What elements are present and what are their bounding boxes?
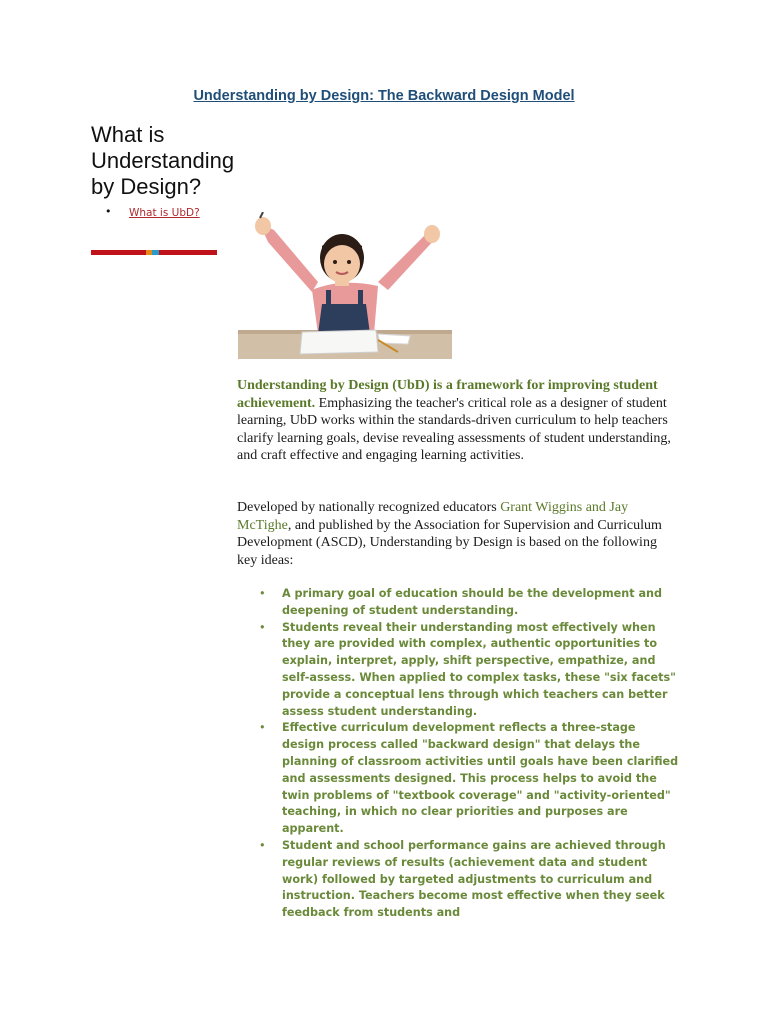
developed-paragraph <box>237 499 677 569</box>
authors-names: Grant Wiggins and Jay McTighe <box>237 500 629 533</box>
bullet-icon: • <box>259 620 266 634</box>
key-ideas-list <box>259 586 679 922</box>
what-is-ubd-link[interactable]: What is UbD? <box>129 207 200 219</box>
bullet-icon: • <box>259 838 266 852</box>
bullet-icon: • <box>259 587 266 600</box>
key-idea-text: Students reveal their understanding most effectively when they are provided with complex, authentic opportunities to explain, interpret, apply, shift perspective, empathize, and self-assess. When applied to complex tasks, these "six facets" provide a conceptual lens through which teachers can better assess student understanding. <box>282 620 676 718</box>
sidebar-link-list <box>105 204 200 221</box>
key-idea-text: A primary goal of education should be the development and deepening of student understanding. <box>282 587 662 617</box>
child-celebrating-photo <box>238 212 452 359</box>
list-item <box>259 620 679 721</box>
intro-lead-text: Understanding by Design (UbD) is a framework for improving student achievement. <box>237 378 658 411</box>
developed-before-text: Developed by nationally recognized educators <box>237 500 501 515</box>
sidebar-heading: What is Understanding by Design? <box>91 122 235 199</box>
intro-body-text: Emphasizing the teacher's critical role as a designer of student learning, UbD works within the standards-driven curriculum to help teachers clarify learning goals, devise revealing assessments of student understanding, and craft effective and engaging learning activities. <box>237 395 671 463</box>
list-item <box>259 720 679 838</box>
list-item <box>259 586 679 620</box>
list-item <box>105 204 200 221</box>
bullet-icon: • <box>259 721 266 735</box>
document-title-link[interactable]: Understanding by Design: The Backward Design Model <box>193 88 575 104</box>
developed-after-text: , and published by the Association for Supervision and Curriculum Development (ASCD), Understanding by Design is based on the following key ideas: <box>237 517 662 568</box>
color-divider <box>91 250 217 255</box>
list-item <box>259 838 679 922</box>
bullet-icon: • <box>105 205 112 218</box>
key-idea-text: Student and school performance gains are achieved through regular reviews of results (achievement data and student work) followed by targeted adjustments to curriculum and instruction. Teachers become most effective when they seek feedback from students and <box>282 838 666 920</box>
key-idea-text: Effective curriculum development reflects a three-stage design process called "backward design" that delays the planning of classroom activities until goals have been clarified and assessments designed. This process helps to avoid the twin problems of "textbook coverage" and "activity-oriented" teaching, in which no clear priorities and purposes are apparent. <box>282 721 679 836</box>
intro-paragraph <box>237 377 677 465</box>
divider-blue-segment <box>152 250 159 255</box>
